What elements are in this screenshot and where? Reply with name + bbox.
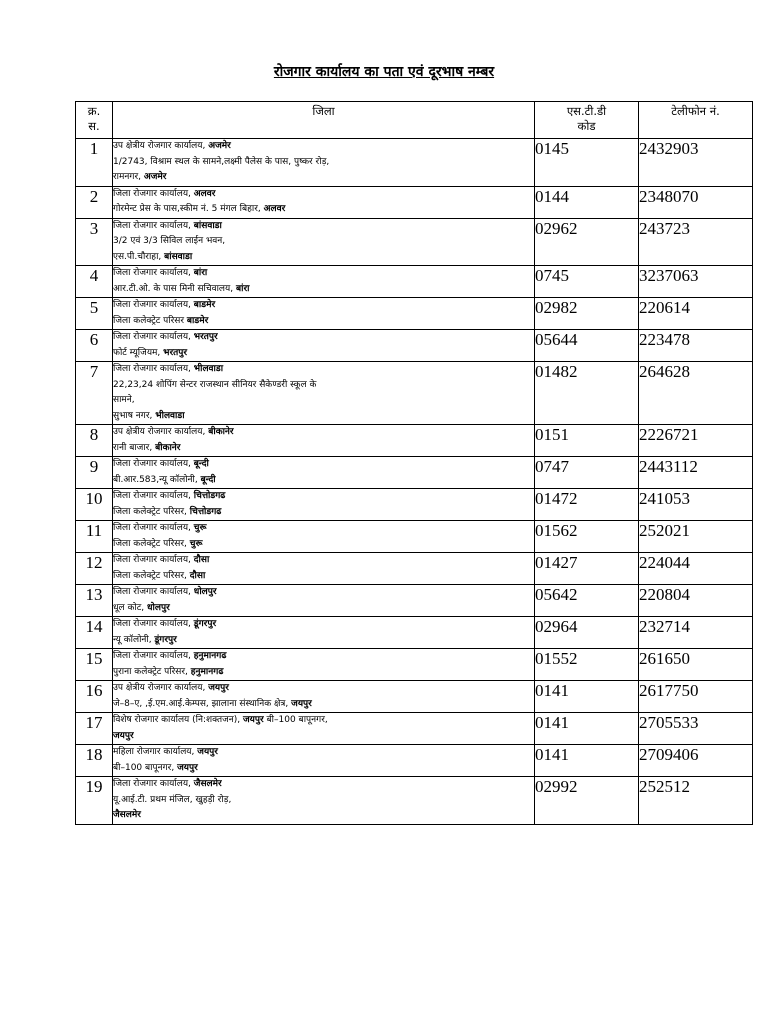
table-row (76, 745, 753, 777)
address-line (113, 681, 534, 697)
district-name: डूंगरपुर (154, 634, 177, 645)
address-text: महिला रोजगार कार्यालय, (113, 747, 198, 757)
office-address (113, 777, 535, 825)
address-line (113, 170, 534, 186)
std-code: 0141 (535, 745, 639, 777)
office-address (113, 362, 535, 425)
address-text: जिला रोजगार कार्यालय, (113, 555, 194, 565)
std-code: 0745 (535, 266, 639, 298)
table-row (76, 553, 753, 585)
address-text: बी.आर.583,न्यू कॉलोनी, (113, 474, 201, 485)
address-text: फोर्ट म्यूजियम, (113, 347, 164, 358)
address-text: आर.टी.ओ. के पास मिनी सचिवालय, (113, 283, 236, 294)
office-address (113, 521, 535, 553)
address-line (113, 633, 534, 649)
address-text: विशेष रोजगार कार्यालय (नि:शक्तजन), (113, 715, 243, 725)
address-text: एस.पी.चौराहा, (113, 251, 165, 262)
address-line (113, 330, 534, 346)
phone-number: 232714 (639, 617, 753, 649)
address-line (113, 155, 534, 171)
std-header-line2: कोड (577, 119, 596, 133)
table-header-row (76, 102, 753, 139)
phone-number: 252021 (639, 521, 753, 553)
district-name: धोलपुर (193, 587, 217, 597)
table-row (76, 521, 753, 553)
std-code: 01472 (535, 489, 639, 521)
table-row (76, 681, 753, 713)
std-header-line1: एस.टी.डी (566, 104, 607, 118)
address-text: जिला रोजगार कार्यालय, (113, 364, 194, 374)
phone-number: 261650 (639, 649, 753, 681)
address-line (113, 761, 534, 777)
std-code: 0141 (535, 713, 639, 745)
std-code: 05644 (535, 330, 639, 362)
office-address (113, 139, 535, 187)
address-text: जिला रोजगार कार्यालय, (113, 619, 194, 629)
table-row (76, 266, 753, 298)
district-name: दौसा (193, 555, 210, 565)
std-code: 01562 (535, 521, 639, 553)
table-row (76, 186, 753, 218)
address-text: यू.आई.टी. प्रथम मंजिल, खुहड़ी रोड़, (113, 794, 232, 805)
std-code: 02982 (535, 298, 639, 330)
office-address (113, 186, 535, 218)
address-text: गोरमेन्ट प्रेस के पास,स्कीम नं. 5 मंगल बिहार, (113, 204, 264, 214)
district-name: अजमेर (208, 141, 231, 151)
address-line (113, 729, 534, 745)
district-name: जयपुर (197, 747, 218, 757)
phone-number: 2226721 (639, 425, 753, 457)
address-line (113, 585, 534, 601)
address-text: जिला रोजगार कार्यालय, (113, 220, 194, 231)
phone-number: 220614 (639, 298, 753, 330)
address-text: 22,23,24 शोपिंग सेन्टर राजस्थान सीनियर सैकेण्डरी स्कूल के (113, 379, 317, 390)
phone-number: 2709406 (639, 745, 753, 777)
address-line (113, 505, 534, 521)
table-body (76, 139, 753, 825)
table-row (76, 362, 753, 425)
address-text: सुभाष नगर, (113, 410, 156, 421)
serial-number: 1 (76, 139, 113, 187)
phone-number: 241053 (639, 489, 753, 521)
address-text: जिला रोजगार कार्यालय, (113, 651, 194, 661)
address-line (113, 219, 534, 235)
district-name: जयपुर (177, 762, 198, 773)
std-code: 0145 (535, 139, 639, 187)
address-line (113, 617, 534, 633)
address-text: जिला कलेक्ट्रेट परिसर, (113, 570, 190, 581)
address-line (113, 409, 534, 425)
address-text: जिला रोजगार कार्यालय, (113, 300, 194, 310)
phone-number: 2705533 (639, 713, 753, 745)
address-line (113, 298, 534, 314)
address-text: पुराना कलेक्ट्रेट परिसर, (113, 666, 191, 677)
address-text: जिला रोजगार कार्यालय, (113, 188, 194, 199)
phone-number: 264628 (639, 362, 753, 425)
phone-number: 252512 (639, 777, 753, 825)
address-line (113, 473, 534, 489)
serial-number: 11 (76, 521, 113, 553)
district-header (113, 102, 535, 139)
address-text: 3/2 एवं 3/3 सिविल लाईन भवन, (113, 236, 226, 246)
address-text: जिला कलेक्ट्रेट परिसर (113, 315, 187, 326)
district-name: हनुमानगढ (193, 651, 227, 661)
table-row (76, 425, 753, 457)
address-text: धूल कोट, (113, 602, 147, 613)
office-address (113, 553, 535, 585)
table-row (76, 218, 753, 266)
serial-number: 9 (76, 457, 113, 489)
std-code: 02992 (535, 777, 639, 825)
serial-number: 3 (76, 218, 113, 266)
district-name: भीलवाडा (193, 364, 224, 374)
district-name: हनुमानगढ (190, 666, 224, 677)
address-text: जिला कलेक्ट्रेट परिसर, (113, 538, 190, 549)
address-line (113, 266, 534, 282)
district-name: अजमेर (143, 172, 167, 182)
std-code: 02962 (535, 218, 639, 266)
address-text: जिला कलेक्ट्रेट परिसर, (113, 506, 190, 517)
office-address (113, 298, 535, 330)
phone-number: 2443112 (639, 457, 753, 489)
office-address (113, 617, 535, 649)
serial-header-line1: क्र. (87, 104, 101, 118)
table-row (76, 457, 753, 489)
serial-number: 18 (76, 745, 113, 777)
district-name: चुरू (189, 538, 203, 549)
district-name: बाडमेर (186, 315, 209, 326)
district-name: जयपुर (242, 715, 264, 725)
district-name: अलवर (263, 204, 286, 214)
std-code-header (535, 102, 639, 139)
serial-number: 17 (76, 713, 113, 745)
district-name: बीकानेर (155, 442, 181, 453)
address-line (113, 601, 534, 617)
address-line (113, 745, 534, 761)
page-title: रोजगार कार्यालय का पता एवं दूरभाष नम्बर (273, 64, 495, 80)
serial-header-line2: स. (88, 119, 100, 133)
table-row (76, 139, 753, 187)
serial-number: 14 (76, 617, 113, 649)
address-text: बी–100 बापूनगर, (263, 715, 328, 725)
address-text: न्यू कॉलोनी, (113, 634, 155, 645)
table-row (76, 298, 753, 330)
district-name: भीलवाडा (155, 410, 185, 421)
address-line (113, 393, 534, 409)
district-name: बांरा (193, 268, 208, 278)
district-name: भरतपुर (163, 347, 188, 358)
district-name: जैसलमेर (193, 779, 222, 789)
district-name: चित्तोडगढ (193, 491, 226, 501)
address-line (113, 378, 534, 394)
district-name: भरतपुर (193, 332, 218, 342)
address-text: रानी बाजार, (113, 442, 156, 453)
address-text: जे–8–ए, ,ई.एम.आई.केम्पस, झालाना संस्थानिक क्षेत्र, (113, 698, 292, 709)
address-line (113, 793, 534, 809)
address-text: उप क्षेत्रीय रोजगार कार्यालय, (113, 427, 209, 437)
office-address (113, 218, 535, 266)
office-address (113, 681, 535, 713)
table-row (76, 489, 753, 521)
address-text: जिला रोजगार कार्यालय, (113, 332, 194, 342)
address-line (113, 808, 534, 824)
address-line (113, 282, 534, 298)
office-address (113, 649, 535, 681)
district-name: बीकानेर (208, 427, 234, 437)
serial-number: 2 (76, 186, 113, 218)
district-name: चुरू (193, 523, 207, 533)
phone-number: 2432903 (639, 139, 753, 187)
address-text: बी–100 बापूनगर, (113, 762, 178, 773)
address-line (113, 250, 534, 266)
district-name: बांरा (235, 283, 250, 294)
district-name: चित्तोडगढ (189, 506, 222, 517)
address-line (113, 665, 534, 681)
table-row (76, 330, 753, 362)
phone-header (639, 102, 753, 139)
std-code: 05642 (535, 585, 639, 617)
phone-number: 2348070 (639, 186, 753, 218)
phone-header-label: टेलीफोन नं. (671, 104, 720, 118)
address-line (113, 234, 534, 250)
serial-number: 8 (76, 425, 113, 457)
std-code: 0151 (535, 425, 639, 457)
office-address (113, 330, 535, 362)
serial-number: 15 (76, 649, 113, 681)
address-line (113, 425, 534, 441)
address-text: जिला रोजगार कार्यालय, (113, 459, 194, 469)
office-address (113, 585, 535, 617)
phone-number: 2617750 (639, 681, 753, 713)
address-line (113, 489, 534, 505)
address-line (113, 713, 534, 729)
office-address (113, 457, 535, 489)
address-line (113, 202, 534, 218)
phone-number: 223478 (639, 330, 753, 362)
std-code: 02964 (535, 617, 639, 649)
address-line (113, 521, 534, 537)
office-address (113, 266, 535, 298)
district-name: बांसवाडा (193, 220, 222, 231)
address-text: जिला रोजगार कार्यालय, (113, 523, 194, 533)
table-row (76, 713, 753, 745)
address-line (113, 777, 534, 793)
address-text: सामने, (113, 395, 135, 405)
address-text: रामनगर, (113, 172, 144, 182)
serial-header (76, 102, 113, 139)
office-address (113, 489, 535, 521)
table-row (76, 585, 753, 617)
table-row (76, 649, 753, 681)
address-line (113, 553, 534, 569)
serial-number: 10 (76, 489, 113, 521)
address-line (113, 697, 534, 713)
phone-number: 3237063 (639, 266, 753, 298)
district-name: अलवर (193, 188, 216, 199)
std-code: 01482 (535, 362, 639, 425)
address-line (113, 569, 534, 585)
phone-number: 243723 (639, 218, 753, 266)
table-row (76, 777, 753, 825)
address-line (113, 362, 534, 378)
address-line (113, 457, 534, 473)
district-header-label: जिला (312, 104, 335, 118)
district-name: बाडमेर (193, 300, 216, 310)
district-name: जयपुर (208, 683, 229, 693)
district-name: जयपुर (291, 698, 312, 709)
address-line (113, 441, 534, 457)
address-text: जिला रोजगार कार्यालय, (113, 268, 194, 278)
std-code: 01427 (535, 553, 639, 585)
address-text: जिला रोजगार कार्यालय, (113, 587, 194, 597)
office-address (113, 425, 535, 457)
address-line (113, 187, 534, 203)
address-line (113, 537, 534, 553)
district-name: जैसलमेर (113, 810, 141, 820)
serial-number: 16 (76, 681, 113, 713)
serial-number: 5 (76, 298, 113, 330)
phone-number: 224044 (639, 553, 753, 585)
serial-number: 13 (76, 585, 113, 617)
phone-number: 220804 (639, 585, 753, 617)
address-text: जिला रोजगार कार्यालय, (113, 491, 194, 501)
office-address (113, 713, 535, 745)
serial-number: 4 (76, 266, 113, 298)
std-code: 0141 (535, 681, 639, 713)
address-text: उप क्षेत्रीय रोजगार कार्यालय, (113, 141, 209, 151)
std-code: 0144 (535, 186, 639, 218)
district-name: धोलपुर (147, 602, 170, 613)
address-text: उप क्षेत्रीय रोजगार कार्यालय, (113, 683, 209, 693)
district-name: बून्दी (193, 459, 209, 469)
address-text: 1/2743, विश्राम स्थल के सामने,लक्ष्मी पैलेस के पास, पुष्कर रोड़, (113, 156, 330, 167)
serial-number: 12 (76, 553, 113, 585)
address-line (113, 649, 534, 665)
address-text: जिला रोजगार कार्यालय, (113, 779, 194, 789)
address-line (113, 346, 534, 362)
serial-number: 7 (76, 362, 113, 425)
std-code: 01552 (535, 649, 639, 681)
office-address (113, 745, 535, 777)
serial-number: 19 (76, 777, 113, 825)
district-name: जयपुर (113, 730, 134, 741)
district-name: बून्दी (200, 474, 216, 485)
address-line (113, 139, 534, 155)
district-name: दौसा (189, 570, 206, 581)
table-row (76, 617, 753, 649)
address-line (113, 314, 534, 330)
district-name: डूंगरपुर (193, 619, 217, 629)
serial-number: 6 (76, 330, 113, 362)
office-directory-table (75, 101, 753, 825)
district-name: बांसवाडा (164, 251, 193, 262)
std-code: 0747 (535, 457, 639, 489)
